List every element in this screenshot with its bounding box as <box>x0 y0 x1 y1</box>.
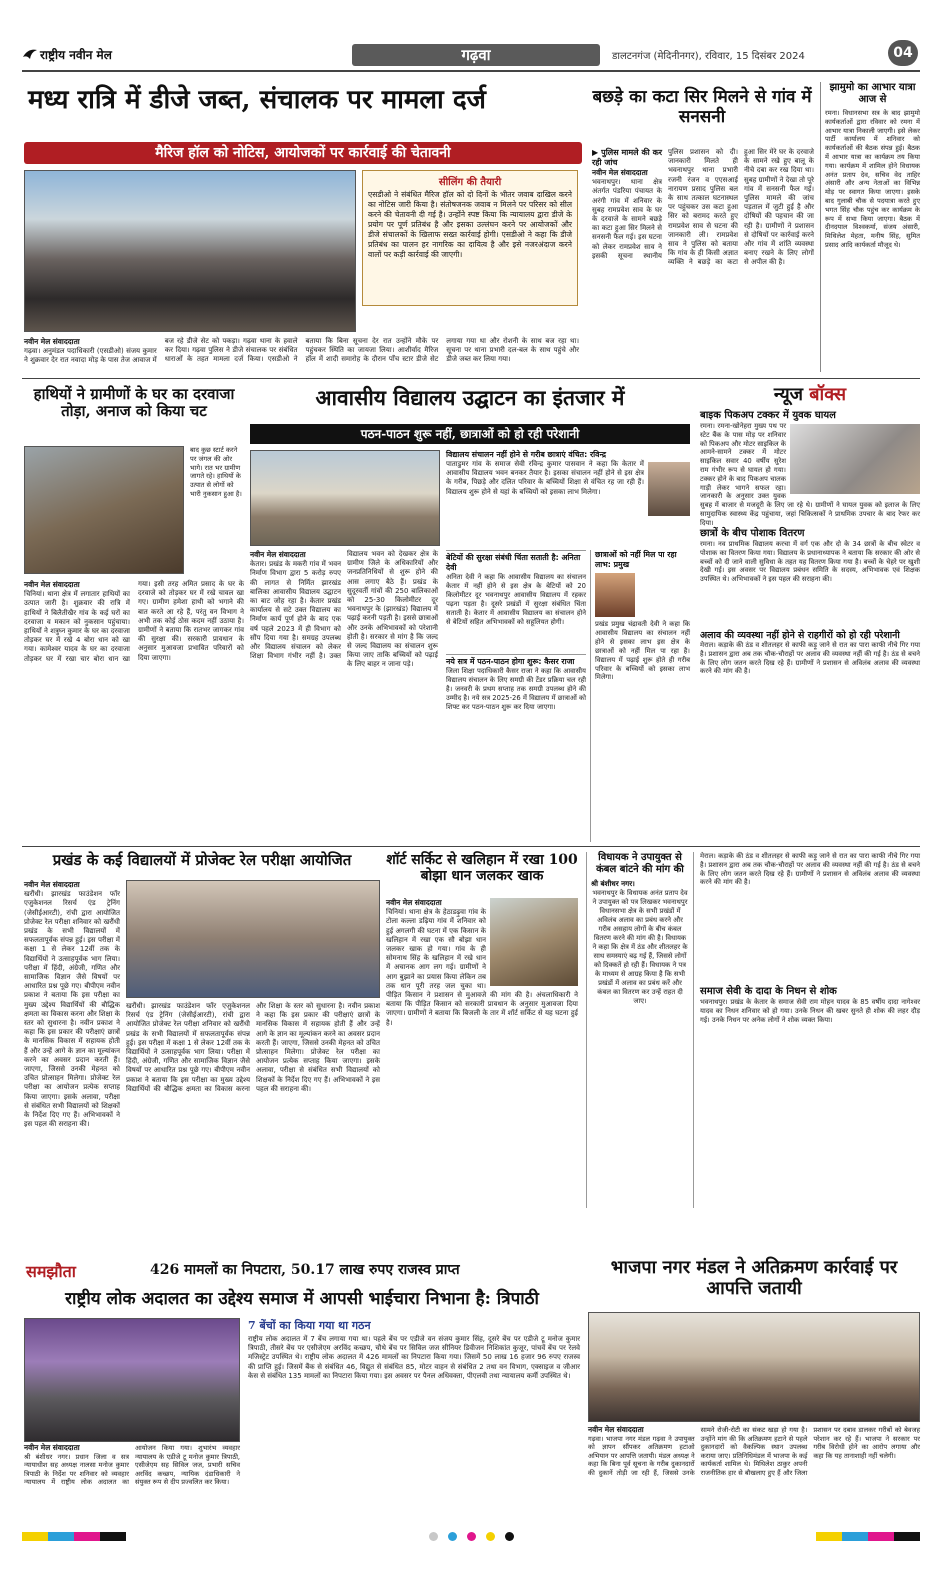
blanket-headline: विधायक ने उपायुक्त से कंबल बांटने की मांग की <box>596 852 684 875</box>
elephant-photo <box>24 446 184 574</box>
lead-strap: मैरिज हॉल को नोटिस, आयोजकों पर कार्रवाई की चेतावनी <box>24 142 582 164</box>
masthead <box>22 40 920 68</box>
color-bar-black-r <box>894 1532 920 1541</box>
calf-body <box>592 148 814 370</box>
accident-photo <box>790 424 920 494</box>
color-dot-yellow <box>486 1532 495 1541</box>
school-quote3-text: जिला शिक्षा पदाधिकारी कैसर राजा ने कहा कि आवासीय विद्यालय संचालन के लिए समग्री की टेंडर प्रक्रिया चल रही है। जनवरी के प्रथम सप्ताह तक समग्री उपलब्ध होने की उम्मीद है। नये सत्र 2025-26 में विद्यालय में छात्राओं को शिफ्ट कर पठन-पाठन शुरू कर दिया जाएगा। <box>446 667 586 711</box>
fire-body <box>386 898 578 1208</box>
calf-dateline: नवीन मेल संवाददाता <box>592 168 648 177</box>
footer-bars-right <box>816 1526 920 1545</box>
lead-body-text: गढ़वा। अनुमंडल पदाधिकारी (एसडीओ) संजय कुमार ने शुक्रवार देर रात नवादा मोड़ के पास तेज आवाज में बज रहे डीजे सेट को पकड़ा। गढ़वा थाना के हवाले कर दिया। गढ़वा पुलिस ने डीजे संचालक पर संबंधित धाराओं के तहत मामला दर्ज किया। एसडीओ ने बताया कि बिना सूचना देर रात उन्होंने मौके पर पहुंचकर स्थिति का जायजा लिया। आशीर्वाद मैरिज हॉल में शादी समारोह के दौरान पाँच स्टार डीजे सेट लगाया गया था और रोशनी के साथ बज रहा था। सूचना पर थाना प्रभारी दल-बल के साथ पहुंचे और डीजे जब्त कर लिया गया। <box>24 337 579 365</box>
rail-body-left <box>24 880 120 1210</box>
news-box-s4: समाज सेवी के दादा के निधन से शोक <box>700 986 837 997</box>
fire-dateline: नवीन मेल संवाददाता <box>386 898 442 907</box>
sealing-box <box>362 170 578 306</box>
footer-bars-left <box>22 1526 126 1545</box>
lead-dateline: नवीन मेल संवाददाता <box>24 337 80 346</box>
sealing-box-title: सीलिंग की तैयारी <box>438 177 502 188</box>
page-number: 04 <box>893 45 913 61</box>
color-dot-grey <box>429 1532 438 1541</box>
school-strap: पठन-पाठन शुरू नहीं, छात्राओं को हो रही परेशानी <box>250 424 690 444</box>
elephant-headline: हाथियों ने ग्रामीणों के घर का दरवाजा तोड़ा, अनाज को किया चट <box>33 385 235 421</box>
calf-text: भवनाथपुर। थाना क्षेत्र अंतर्गत पंडरिया पंचायत के अरंगी गांव में शनिवार के सुबह रामप्रवेश साव के घर के दरवाजे के सामने बछड़े का कटा हुआ सिर मिलने से सनसनी फैल गई। इस घटना को लेकर रामप्रवेश साव ने इसकी सूचना स्थानीय पुलिस प्रशासन को दी। जानकारी मिलते ही भवनाथपुर थाना प्रभारी रजनी रंजन व एएसआई नारायण प्रसाद पुलिस बल के साथ तत्काल घटनास्थल पर पहुंचकर उस कटा हुआ सिर को बरामद करते हुए रामप्रवेश साव से घटना की जानकारी ली। रामप्रवेश साव ने पुलिस को बताया कि गांव के ही किसी अज्ञात व्यक्ति ने बछड़े का कटा हुआ सिर मेरे घर के दरवाजे के सामने रखे हुए बालू के नीचे दबा कर रख दिया था। सुबह ग्रामीणों ने देखा तो पूरे गांव में सनसनी फैल गई। पुलिस मामले की जांच पड़ताल में जुटी हुई है और दोषियों की पहचान की जा रही है। ग्रामीणों ने प्रशासन से दोषियों पर कार्रवाई करने और गांव में शांति व्यवस्था बनाए रखने के लिए लोगों से अपील की है। <box>592 148 814 267</box>
color-dot-black <box>505 1532 514 1541</box>
rail-dateline: नवीन मेल संवाददाता <box>24 880 80 889</box>
school-body <box>250 550 438 842</box>
color-dot-magenta <box>467 1532 476 1541</box>
color-dot-cyan <box>448 1532 457 1541</box>
color-bar-yellow-r <box>816 1532 842 1541</box>
section-name: गढ़वा <box>461 46 491 64</box>
exam-photo <box>126 880 380 998</box>
news-box-t3-cont: मेराल। कड़ाके की ठंड व शीतलहर से काफी कड़ू जाने से रात का पारा काफी नीचे गिर गया है। प्रशासन द्वारा अब तक चौक-चौराहों पर अलाव की व्यवस्था नहीं की गई है। ठंड से बचने के लिए लोग जतन करते दिख रहे हैं। ग्रामीणों ने प्रशासन से अविलंब अलाव की व्यवस्था करने की मांग की है। <box>700 852 920 887</box>
news-box-s3: अलाव की व्यवस्था नहीं होने से राहगीरों को हो रही परेशानी <box>700 630 900 641</box>
lokadalat-sub-title: 7 बेंचों का किया गया था गठन <box>248 1319 371 1332</box>
school-quote2 <box>446 550 586 652</box>
school-quote2-text: अनिता देवी ने कहा कि आवासीय विद्यालय का संचालन केतार में नहीं होने से इस क्षेत्र के बेटियों को 20 किलोमीटर दूर भवनाथपुर आवासीय विद्यालय में रहकर पढ़ना पड़ता है। दूसरे प्रखंडों में सुरक्षा संबंधित चिंता सताती है। केतार में आवासीय विद्यालय का संचालन होने से बेटियों सहित अभिभावकों को सहूलियत होगी। <box>446 573 586 626</box>
news-box-title <box>700 382 920 406</box>
bjp-body <box>588 1426 920 1518</box>
person-photo-2 <box>595 573 635 617</box>
color-bar-magenta-r <box>868 1532 894 1541</box>
rail-text: खरौंधी। झारखंड फाउंडेशन फॉर एजुकेशनल रिसर्च एंड ट्रेनिंग (जेसीईआरटी), रांची द्वारा आयोजित प्रोजेक्ट रेल परीक्षा शनिवार को खरौंधी प्रखंड के सभी विद्यालयों में सफलतापूर्वक संपन्न हुई। इस परीक्षा में कक्षा 1 से लेकर 12वीं तक के विद्यार्थियों ने उत्साहपूर्वक भाग लिया। परीक्षा में हिंदी, अंग्रेजी, गणित और सामाजिक विज्ञान जैसे विषयों पर आधारित प्रश्न पूछे गए। बीपीएम नवीन प्रकाश ने बताया कि इस परीक्षा का मुख्य उद्देश्य विद्यार्थियों की बौद्धिक क्षमता का विकास करना और शिक्षा के स्तर को सुधारना है। नवीन प्रकाश ने कहा कि इस प्रकार की परीक्षाएं छात्रों के मानसिक विकास में सहायक होती हैं और उन्हें आगे के ज्ञान का मूल्यांकन करने का अवसर प्रदान करती हैं। जाएगा, जिससे उनकी मेहनत को उचित प्रोत्साहन मिलेगा। प्रोजेक्ट रेल परीक्षा का आयोजन प्रत्येक सप्ताह किया जाएगा। इसके अलावा, परीक्षा से संबंधित सभी विद्यालयों को शिक्षकों के निर्देश दिए गए हैं। अभिभावकों ने इस पहल की सराहना की। <box>24 890 120 1129</box>
lead-body <box>24 337 579 377</box>
rule-1 <box>22 378 920 379</box>
bjp-photo <box>588 1312 920 1422</box>
footer-registration <box>22 1526 920 1542</box>
school-quote4-title: छात्राओं को नहीं मिल पा रहा लाभ: प्रमुख <box>595 550 677 569</box>
school-quote1-title: विद्यालय संचालन नहीं होने से गरीब छात्राएं वंचित: रविन्द्र <box>446 450 607 459</box>
news-box-t3: मेराल। कड़ाके की ठंड व शीतलहर से काफी कड़ू जाने से रात का पारा काफी नीचे गिर गया है। प्रशासन द्वारा अब तक चौक-चौराहों पर अलाव की व्यवस्था नहीं की गई है। ठंड से बचने के लिए लोग जतन करते दिख रहे हैं। ग्रामीणों ने प्रशासन से अविलंब अलाव की व्यवस्था करने की मांग की है। <box>700 641 920 676</box>
school-quote2-title: बेटियों की सुरक्षा संबंधी चिंता सताती है: अनिता देवी <box>446 553 581 572</box>
lokadalat-body <box>24 1444 240 1518</box>
news-box-t4: भवनाथपुर। प्रखंड के केतार के समाज सेवी राम मोहन यादव के 85 वर्षीय दादा नागेश्वर यादव का निधन शनिवार को हो गया। उनके निधन की खबर सुनते ही शोक की लहर दौड़ गई। उनके निधन पर अनेक लोगों ने शोक व्यक्त किया। <box>700 998 920 1024</box>
lokadalat-headline: राष्ट्रीय लोक अदालत का उद्देश्य समाज में आपसी भाईचारा निभाना है: त्रिपाठी <box>65 1289 539 1309</box>
jhamumo-text: रमना। विधानसभा सत्र के बाद झामुमो कार्यकर्ताओं द्वारा रविवार को रमना में आभार यात्रा निकाली जाएगी। इसे लेकर पार्टी कार्यालय में शनिवार को कार्यकर्ताओं की बैठक संपन्न हुई। बैठक में आभार यात्रा का कार्यक्रम तय किया गया। कार्यक्रम में शामिल होने विधायक अनंत प्रताप देव, सचिव वेद ताहिर अंसारी और अन्य नेताओं का विभिन्न मोड़ पर स्वागत किया जाएगा। इसके बाद गुलाबी चौक से पदयात्रा करते हुए भगत सिंह चौक पहुंच कर कार्यक्रम के रूप में सभा किया जाएगा। बैठक में दीनदयाल विश्वकर्मा, संजय अंसारी, मिथिलेश मेहता, मनीष सिंह, सुमित प्रसाद आदि कार्यकर्ता मौजूद थे। <box>825 109 920 249</box>
fire-photo <box>490 898 578 986</box>
news-box-s1: बाइक पिकअप टक्कर में युवक घायल <box>700 410 836 421</box>
news-box-s2: छात्रों के बीच पोशाक वितरण <box>700 528 805 539</box>
school-quote4-text: प्रखंड प्रमुख चंद्रावती देवी ने कहा कि आवासीय विद्यालय का संचालन नहीं होने से इसका लाभ इस क्षेत्र के छात्राओं को नहीं मिल पा रहा है। विद्यालय में पढ़ाई शुरू होते ही गरीब परिवार के बच्चियों को इसका लाभ मिलेगा। <box>595 620 690 682</box>
lokadalat-kicker: 426 मामलों का निपटारा, 50.17 लाख रुपए राजस्व प्राप्त <box>150 1262 460 1278</box>
bjp-headline: भाजपा नगर मंडल ने अतिक्रमण कार्रवाई पर आपत्ति जतायी <box>610 1257 898 1299</box>
news-box <box>700 382 920 842</box>
calf-headline: बछड़े का कटा सिर मिलने से गांव में सनसनी <box>592 87 812 127</box>
school-body-text: केतार। प्रखंड के मकरी गांव में भवन निर्माण विभाग द्वारा 5 करोड़ रुपए की लागत से निर्मित झारखंड बालिका आवासीय विद्यालय उद्घाटन का बाट जोह रहा है। केतार प्रखंड कार्यालय से सटे उक्त विद्यालय का निर्माण कार्य पूर्ण होने के बाद एक वर्ष पहले 2023 में ही विभाग को सौंप दिया गया है। समग्रह उपलब्ध और विद्यालय संचालन को लेकर शिक्षा विभाग गंभीर नहीं है। उक्त विद्यालय भवन को देखकर क्षेत्र के ग्रामीण जिले के अधिकारियों और जनप्रतिनिधियों से शुरू होने की आस लगाए बैठे हैं। प्रखंड के सुदूरवर्ती गांवों की 250 बालिकाओं को 25-30 किलोमीटर दूर भवनाथपुर के (झारखंड) विद्यालय में पढ़ाई करनी पड़ती है। इससे छात्राओं और उनके अभिभावकों को परेशानी होती है। सरकार से मांग है कि जल्द से जल्द विद्यालय का संचालन शुरू किया जाए ताकि बच्चियों को पढ़ाई के लिए बाहर न जाना पड़े। <box>250 550 438 669</box>
school-dateline: नवीन मेल संवाददाता <box>250 550 306 559</box>
lokadalat-sub-text: राष्ट्रीय लोक अदालत में 7 बेंच लगाया गया था। पहले बेंच पर एडीजे वन संजय कुमार सिंह, दूसरे बेंच पर एडीजे टू मनोज कुमार त्रिपाठी, तीसरे बेंच पर एसीजेएम अरविंद कच्छप, चौथे बेंच पर सिविल जज सीनियर डिवीजन निशिकांत कुजूर, पांचवें बेंच पर रेलवे मजिस्ट्रेट उपस्थित थे। राष्ट्रीय लोक अदालत में 426 मामलों का निपटारा किया गया। जिसमें 50 लाख 16 हजार 96 रुपए राजस्व की प्राप्ति हुई। जिसमें बैंक से संबंधित 46, विद्युत से संबंधित 85, मोटर वाहन से संबंधित 2 तथा वन विभाग, एक्साइज व जीआर केस से संबंधित 135 मामलों का निपटारा किया गया। इस अवसर पर पैनल अधिवक्ता, पीएलवी तथा न्यायालय कर्मी उपस्थित थे। <box>248 1335 580 1380</box>
school-photo <box>250 450 440 546</box>
bjp-dateline: नवीन मेल संवाददाता <box>588 1425 644 1434</box>
blanket-box <box>586 852 694 1208</box>
rule-2 <box>22 846 920 847</box>
lead-headline: मध्य रात्रि में डीजे जब्त, संचालक पर मामला दर्ज <box>28 85 486 115</box>
lokadalat-photo <box>24 1318 240 1442</box>
blanket-text: भवनाथपुर के विधायक अनंत प्रताप देव ने उपायुक्त को पत्र लिखकर भवनाथपुर विधानसभा क्षेत्र के सभी प्रखंडों में अविलंब अलाव का प्रबंध करने और गरीब असहाय लोगों के बीच कंबल वितरण करने की मांग की है। विधायक ने कहा कि क्षेत्र में ठंड और शीतलहर के साथ समस्याएं बढ़ गई हैं, जिससे लोगों को दिक्कतें हो रही हैं। विधायक ने पत्र के माध्यम से आग्रह किया है कि सभी प्रखंडों में अलाव का प्रबंध करें और कंबल का वितरण कर उन्हें राहत दी जाए। <box>592 889 688 1005</box>
calf-kicker-text: पुलिस मामले की कर रही जांच <box>592 148 662 167</box>
school-quote1-text: पाताडुमर गांव के समाज सेवी रविन्द्र कुमार पासवान ने कहा कि केतार में आवासीय विद्यालय भवन बनकर तैयार है। इसका संचालन नहीं होने से इस क्षेत्र के गरीब, पिछड़े और दलित परिवार के बच्चियों शिक्षा से वंचित रह जा रही हैं। विद्यालय शुरू होने से यहां के बच्चियों को इसका लाभ मिलेगा। <box>446 460 644 496</box>
calf-kicker <box>592 148 662 168</box>
footer-dots <box>424 1526 519 1545</box>
blanket-dateline: श्री बंशीधर नगर। <box>591 879 635 888</box>
school-headline: आवासीय विद्यालय उद्घाटन का इंतजार में <box>315 385 625 410</box>
triangle-icon: ▶ <box>592 148 599 157</box>
news-box-title-b: बॉक्स <box>809 384 847 405</box>
elephant-side: बाद कुछ स्टार्ट करने पर जंगल की ओर भागे। रात भर ग्रामीण जागते रहे। हाथियों के उत्पात से लोगों को भारी नुकसान हुआ है। <box>190 446 242 498</box>
school-quote4 <box>590 550 690 842</box>
sealing-box-text: एसडीओ ने संबंधित मैरिज हॉल को दो दिनों के भीतर जवाब दाखिल करने का नोटिस जारी किया है। संतोषजनक जवाब न मिलने पर परिसर को सील करने की चेतावनी दी गई है। उन्होंने स्पष्ट किया कि न्यायालय द्वारा डीजे के प्रयोग पर पूर्ण प्रतिबंध है और इसका उल्लंघन करने पर आयोजकों और डीजे संचालकों के खिलाफ सख्त कार्रवाई होगी। एसडीओ ने कहा कि डीजे प्रतिबंध का पालन हर नागरिक का दायित्व है और इसे नजरअंदाज करने वालों पर कड़ी कार्रवाई की जाएगी। <box>368 190 572 259</box>
dj-photo <box>24 170 356 332</box>
bjp-text: गढ़वा। भाजपा नगर मंडल गढ़वा ने उपायुक्त को ज्ञापन सौंपकर अतिक्रमण हटाओ अभियान पर आपत्ति जतायी। मंडल अध्यक्ष ने कहा कि बिना पूर्व सूचना के गरीब दुकानदारों की दुकानें तोड़ी जा रही हैं, जिससे उनके सामने रोजी-रोटी का संकट खड़ा हो गया है। उन्होंने मांग की कि अतिक्रमण हटाने से पहले दुकानदारों को वैकल्पिक स्थान उपलब्ध कराया जाए। प्रतिनिधिमंडल में भाजपा के कई कार्यकर्ता शामिल थे। मिथिलेश ठाकुर अपनी राजनीतिक हार से बौखलाए हुए हैं और जिला प्रशासन पर दबाव डालकर गरीबों को बेवजह परेशान कर रहे हैं। भाजपा ने सरकार पर गरीब विरोधी होने का आरोप लगाया और कहा कि यह तानाशाही नहीं चलेगी। <box>588 1426 920 1477</box>
news-box-t1: रमना। रमना-खोनेहरा मुख्य पथ पर स्टेट बैंक के पास मोड़ पर शनिवार को पिकअप और मोटर साइकिल के आमने-सामने टक्कर में मोटर साइकिल सवार 40 वर्षीय सुरेश राम गंभीर रूप से घायल हो गया। टक्कर होने के बाद पिकअप चालक गाड़ी लेकर भागने सफल रहा। जानकारी के अनुसार उक्त युवक सुबह में बाजार से मजदूरी के लिए जा रहे थे। ग्रामीणों ने घायल युवक को इलाज के लिए सामुदायिक स्वास्थ्य केंद्र पहुंचाया, जहां चिकित्सकों ने प्राथमिक उपचार के बाद रेफर कर दिया। <box>700 422 920 527</box>
lokadalat-dateline: नवीन मेल संवाददाता <box>24 1443 80 1452</box>
school-quote3-title: नये सत्र में पठन-पाठन होगा शुरू: कैसर राजा <box>446 657 575 666</box>
person-photo-1 <box>648 462 690 516</box>
page-number-badge <box>888 40 918 66</box>
news-box-t2: रमना। नव प्राथमिक विद्यालय करचा में वर्ग एक और दो के 34 छात्रों के बीच स्वेटर व पोशाक का वितरण किया गया। विद्यालय के प्रधानाध्यापक ने बताया कि सरकार की ओर से बच्चों को दी जाने वाली सुविधा के तहत यह वितरण किया गया है। बच्चों के चेहरे पर खुशी देखी गई। इस अवसर पर विद्यालय प्रबंधन समिति के सदस्य, अभिभावक एवं शिक्षक उपस्थित थे। अभिभावकों ने इस पहल की सराहना की। <box>700 540 920 584</box>
paper-name: राष्ट्रीय नवीन मेल <box>40 48 112 62</box>
elephant-body <box>24 580 244 838</box>
elephant-dateline: नवीन मेल संवाददाता <box>24 580 80 589</box>
rail-headline: प्रखंड के कई विद्यालयों में प्रोजेक्ट रेल परीक्षा आयोजित <box>52 851 352 869</box>
fire-headline: शॉर्ट सर्किट से खलिहान में रखा 100 बोझा धान जलकर खाक <box>386 852 578 885</box>
school-quote1 <box>446 450 690 546</box>
jhamumo-headline: झामुमो का आभार यात्रा आज से <box>829 82 916 105</box>
fire-text: चिनियां। थाना क्षेत्र के हेठाडढ़ुवा गांव के टोला कल्ला डढ़िया गांव में शनिवार को हुई अगलगी की घटना में एक किसान के खलिहान में रखा एक सौ बोझा धान जलकर खाक हो गया। गांव के ही सोमनाथ सिंह के खलिहान में रखे धान में अचानक आग लग गई। ग्रामीणों ने आग बुझाने का प्रयास किया लेकिन तब तक धान पूरी तरह जल चुका था। पीड़ित किसान ने प्रशासन से मुआवजे की मांग की है। अंचलाधिकारी ने बताया कि पीड़ित किसान को सरकारी प्रावधान के अनुसार मुआवजा दिया जाएगा। ग्रामीणों ने बताया कि बिजली के तार में शॉर्ट सर्किट से यह घटना हुई है। <box>386 908 578 1027</box>
color-bar-magenta <box>74 1532 100 1541</box>
news-box-cont <box>700 852 920 1208</box>
dateline-header: डालटनगंज (मेदिनीनगर), रविवार, 15 दिसंबर 2024 <box>612 51 805 62</box>
rail-body-right <box>126 1002 380 1210</box>
masthead-rule <box>22 70 920 72</box>
lokadalat-body-text: श्री बंशीधर नगर। प्रधान जिला व सत्र न्यायाधीश सह अध्यक्ष नालसा मनोज कुमार त्रिपाठी के निर्देश पर शनिवार को व्यवहार न्यायालय में राष्ट्रीय लोक अदालत का आयोजन किया गया। शुभारंभ व्यवहार न्यायालय के एडीजे टू मनोज कुमार त्रिपाठी, एसीजेएम सह सिविल जज, प्रभारी सचिव अरविंद कच्छप, न्यायिक दंडाधिकारी ने संयुक्त रूप से दीप प्रज्वलित कर किया। <box>24 1444 240 1487</box>
elephant-text: चिनियां। थाना क्षेत्र में लगातार हाथियों का उत्पात जारी है। शुक्रवार की रात्रि में हाथियों ने बिलैतीखैर गांव के कई घरों का दरवाजा व मकान को नुकसान पहुंचाया। हाथियों ने शत्रुघ्न कुमार के घर का दरवाजा तोड़कर घर में रखे 4 बोरा धान को खा गया। कामेश्वर यादव के घर का दरवाजा तोड़कर घर में रखा चार बोरा धान खा गया। इसी तरह अमित प्रसाद के घर के दरवाजे को तोड़कर घर में रखे चावल खा गए। ग्रामीण हमेशा हाथी को भगाने की बात करते आ रहे हैं, परंतु वन विभाग ने अभी तक कोई ठोस कदम नहीं उठाया है। ग्रामीणों ने बताया कि रातभर जागकर गांव की सुरक्षा की। सरकारी प्रावधान के अनुसार मुआवजा प्रभावित परिवारों को दिया जाएगा। <box>24 580 244 663</box>
color-bar-black <box>100 1532 126 1541</box>
section-bar <box>352 44 600 66</box>
bird-logo-icon <box>22 46 38 60</box>
lokadalat-tag: समझौता <box>26 1262 76 1281</box>
news-box-title-a: न्यूज <box>773 384 803 405</box>
school-quote3 <box>446 654 586 842</box>
lokadalat-sub <box>248 1318 580 1518</box>
color-bar-cyan <box>48 1532 74 1541</box>
color-bar-yellow <box>22 1532 48 1541</box>
rail-text-cont: खरौंधी। झारखंड फाउंडेशन फॉर एजुकेशनल रिसर्च एंड ट्रेनिंग (जेसीईआरटी), रांची द्वारा आयोजित प्रोजेक्ट रेल परीक्षा शनिवार को खरौंधी प्रखंड के सभी विद्यालयों में सफलतापूर्वक संपन्न हुई। इस परीक्षा में कक्षा 1 से लेकर 12वीं तक के विद्यार्थियों ने उत्साहपूर्वक भाग लिया। परीक्षा में हिंदी, अंग्रेजी, गणित और सामाजिक विज्ञान जैसे विषयों पर आधारित प्रश्न पूछे गए। बीपीएम नवीन प्रकाश ने बताया कि इस परीक्षा का मुख्य उद्देश्य विद्यार्थियों की बौद्धिक क्षमता का विकास करना और शिक्षा के स्तर को सुधारना है। नवीन प्रकाश ने कहा कि इस प्रकार की परीक्षाएं छात्रों के मानसिक विकास में सहायक होती हैं और उन्हें आगे के ज्ञान का मूल्यांकन करने का अवसर प्रदान करती हैं। जाएगा, जिससे उनकी मेहनत को उचित प्रोत्साहन मिलेगा। प्रोजेक्ट रेल परीक्षा का आयोजन प्रत्येक सप्ताह किया जाएगा। इसके अलावा, परीक्षा से संबंधित सभी विद्यालयों को शिक्षकों के निर्देश दिए गए हैं। अभिभावकों ने इस पहल की सराहना की। <box>126 1002 380 1093</box>
color-bar-cyan-r <box>842 1532 868 1541</box>
jhamumo-box <box>820 82 920 372</box>
